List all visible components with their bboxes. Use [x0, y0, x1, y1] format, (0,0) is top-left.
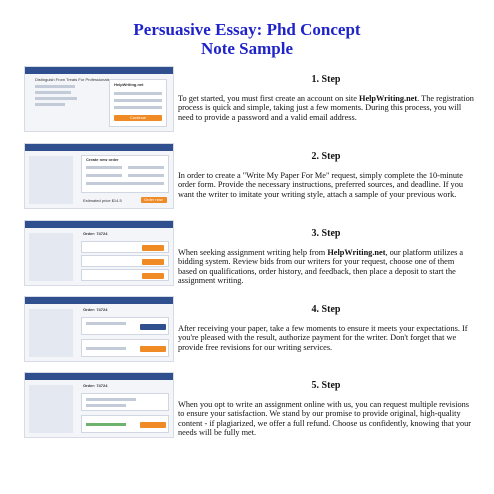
thumb-payment-card — [81, 339, 169, 357]
thumb-line — [35, 103, 65, 106]
thumb-header-bar — [25, 67, 173, 74]
thumb-bid-button — [142, 245, 164, 251]
thumb-authorize-button — [140, 346, 166, 352]
thumb-sidebar — [29, 233, 73, 281]
thumb-field — [86, 182, 164, 185]
brand-highlight: HelpWriting.net — [358, 94, 418, 103]
thumb-sidebar — [29, 385, 73, 433]
thumb-revision-button — [140, 422, 166, 428]
step-text-part: To get started, you must first create an account on site — [178, 94, 359, 103]
thumb-sidebar — [29, 309, 73, 357]
thumb-field — [114, 92, 162, 95]
step-4-heading: 4. Step — [311, 304, 341, 315]
thumb-continue-button — [114, 115, 162, 121]
thumb-title: Distinguish From Treats For Professionals — [35, 77, 110, 82]
thumb-field — [128, 166, 164, 169]
thumb-login-card — [109, 79, 167, 127]
step-4 — [0, 296, 494, 368]
thumb-revision-card — [81, 393, 169, 411]
brand-highlight: HelpWriting.net — [327, 248, 386, 257]
thumb-line — [86, 398, 136, 401]
thumb-field — [114, 106, 162, 109]
thumb-button-label: Order now — [144, 197, 163, 202]
thumb-header-bar — [25, 373, 173, 380]
thumb-line — [35, 91, 71, 94]
thumb-title: Order: 74724 — [83, 383, 108, 388]
title-line-1: Persuasive Essay: Phd Concept — [133, 20, 361, 39]
thumb-line — [86, 404, 126, 407]
thumb-sidebar — [29, 156, 73, 204]
thumb-download-button — [140, 324, 166, 330]
title-line-2: Note Sample — [200, 39, 294, 58]
thumb-bid-card — [81, 241, 169, 253]
thumb-paper-card — [81, 317, 169, 335]
step-text-part: . The registration process is quick and simple, taking just a few moments. During this process, you will need to provide a password and a valid email address. — [178, 94, 474, 122]
step-5-screenshot — [24, 372, 174, 438]
thumb-title: Order: 74724 — [83, 307, 108, 312]
thumb-bid-card — [81, 269, 169, 281]
step-5-text: When you opt to write an assignment online with us, you can request multiple revisions to ensure your satisfaction. We stand by our promise to provide original, high-quality content - if plagiarized, we offer a full refund. Choose us confidently, knowing that your needs will be fully met. — [178, 400, 472, 438]
thumb-header-bar — [25, 221, 173, 228]
thumb-line — [86, 423, 126, 426]
step-4-screenshot — [24, 296, 174, 362]
thumb-title: Order: 74724 — [83, 231, 108, 236]
thumb-order-button — [141, 197, 167, 203]
thumb-field — [86, 174, 122, 177]
thumb-button-label: Continue — [130, 115, 147, 120]
thumb-order-form — [81, 155, 169, 193]
page-title — [0, 20, 494, 58]
thumb-price-label: Estimated price $14.5 — [83, 198, 122, 203]
thumb-field — [128, 174, 164, 177]
thumb-header-bar — [25, 297, 173, 304]
step-2-text: In order to create a "Write My Paper For Me" request, simply complete the 10-minute order form. Provide the necessary instructions, preferred sources, and deadline. If you want the writer to imitate your writing style, attach a sample of your previous work. — [178, 171, 463, 199]
step-3-screenshot — [24, 220, 174, 286]
step-5 — [0, 372, 494, 444]
thumb-bid-card — [81, 255, 169, 267]
step-text-part: , our platform utilizes a bidding system. Review bids from our writers for your request, choose one of them based on qualifications, order history, and feedback, then place a deposit to start the assignment writing. — [178, 248, 464, 286]
step-text-part: When seeking assignment writing help from — [178, 248, 328, 257]
thumb-title: Create new order — [86, 157, 119, 162]
thumb-line — [86, 347, 126, 350]
thumb-line — [86, 322, 126, 325]
step-1-screenshot — [24, 66, 174, 132]
thumb-line — [35, 97, 77, 100]
step-3-text — [178, 248, 474, 286]
step-2 — [0, 143, 494, 215]
thumb-bid-button — [142, 259, 164, 265]
step-3-heading: 3. Step — [311, 228, 341, 239]
thumb-line — [35, 85, 75, 88]
step-1 — [0, 66, 494, 138]
step-1-heading: 1. Step — [311, 74, 341, 85]
thumb-field — [86, 166, 122, 169]
thumb-submission-card — [81, 415, 169, 433]
thumb-bid-button — [142, 273, 164, 279]
step-1-text — [178, 94, 474, 122]
step-2-heading: 2. Step — [311, 151, 341, 162]
thumb-field — [114, 99, 162, 102]
thumb-brand: HelpWriting.net — [114, 82, 144, 87]
step-3 — [0, 220, 494, 292]
step-2-screenshot — [24, 143, 174, 209]
thumb-header-bar — [25, 144, 173, 151]
step-5-heading: 5. Step — [311, 380, 341, 391]
step-4-text: After receiving your paper, take a few moments to ensure it meets your expectations. If you're pleased with the result, authorize payment for the writer. Don't forget that we provide free revisions for our writing services. — [178, 324, 468, 352]
